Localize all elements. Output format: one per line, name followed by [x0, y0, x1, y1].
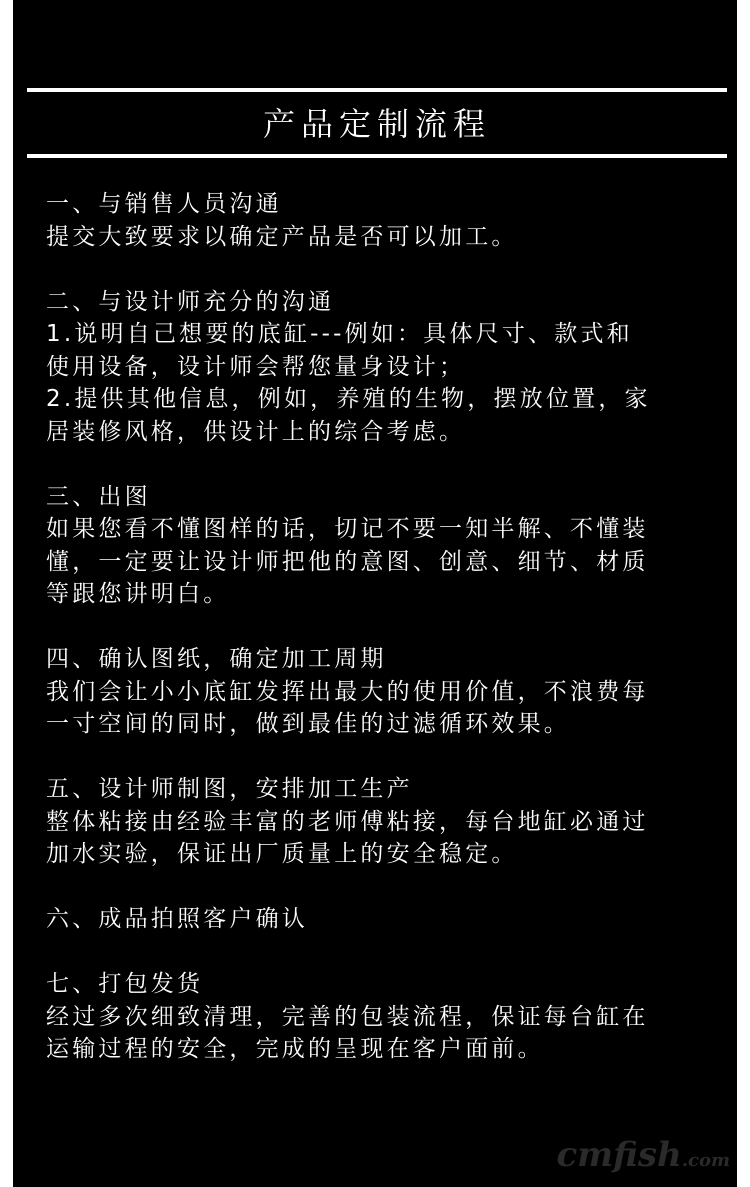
process-steps	[46, 188, 706, 1098]
step-heading: 二、与设计师充分的沟通	[46, 288, 335, 315]
step-line: 一寸空间的同时，做到最佳的过滤循环效果。	[46, 711, 570, 737]
step-line: 如果您看不懂图样的话，切记不要一知半解、不懂装	[46, 516, 649, 542]
step-heading: 五、设计师制图，安排加工生产	[46, 776, 413, 802]
step-line: 1.说明自己想要的底缸---例如：具体尺寸、款式和	[46, 321, 633, 347]
step-heading: 四、确认图纸，确定加工周期	[46, 646, 387, 672]
step-4	[46, 643, 706, 741]
watermark-name: cmfish	[556, 1135, 682, 1175]
title-bottom-rule	[27, 154, 727, 158]
step-line: 加水实验，保证出厂质量上的安全稳定。	[46, 841, 518, 867]
step-line: 提交大致要求以确定产品是否可以加工。	[46, 223, 518, 250]
watermark-domain: .com	[681, 1150, 730, 1171]
step-6	[46, 903, 706, 936]
step-1	[46, 188, 706, 253]
step-heading: 一、与销售人员沟通	[46, 191, 282, 217]
page-title: 产品定制流程	[262, 105, 491, 143]
step-heading: 七、打包发货	[46, 971, 204, 997]
cmfish-watermark	[556, 1135, 730, 1181]
step-line: 等跟您讲明白。	[46, 581, 230, 607]
step-2	[46, 286, 706, 449]
step-line: 整体粘接由经验丰富的老师傅粘接，每台地缸必通过	[46, 808, 649, 835]
step-line: 使用设备，设计师会帮您量身设计；	[46, 353, 466, 380]
step-line: 经过多次细致清理，完善的包装流程，保证每台缸在	[46, 1003, 649, 1030]
step-heading: 三、出图	[46, 483, 151, 510]
title-top-rule	[27, 88, 727, 92]
step-line: 我们会让小小底缸发挥出最大的使用价值，不浪费每	[46, 678, 649, 705]
step-7	[46, 968, 706, 1066]
step-line: 运输过程的安全，完成的呈现在客户面前。	[46, 1036, 544, 1062]
step-3	[46, 481, 706, 611]
step-line: 居装修风格，供设计上的综合考虑。	[46, 418, 466, 445]
step-line: 2.提供其他信息，例如，养殖的生物，摆放位置，家	[46, 386, 651, 412]
step-line: 懂，一定要让设计师把他的意图、创意、细节、材质	[46, 548, 649, 575]
step-heading: 六、成品拍照客户确认	[46, 906, 308, 932]
step-5	[46, 773, 706, 871]
